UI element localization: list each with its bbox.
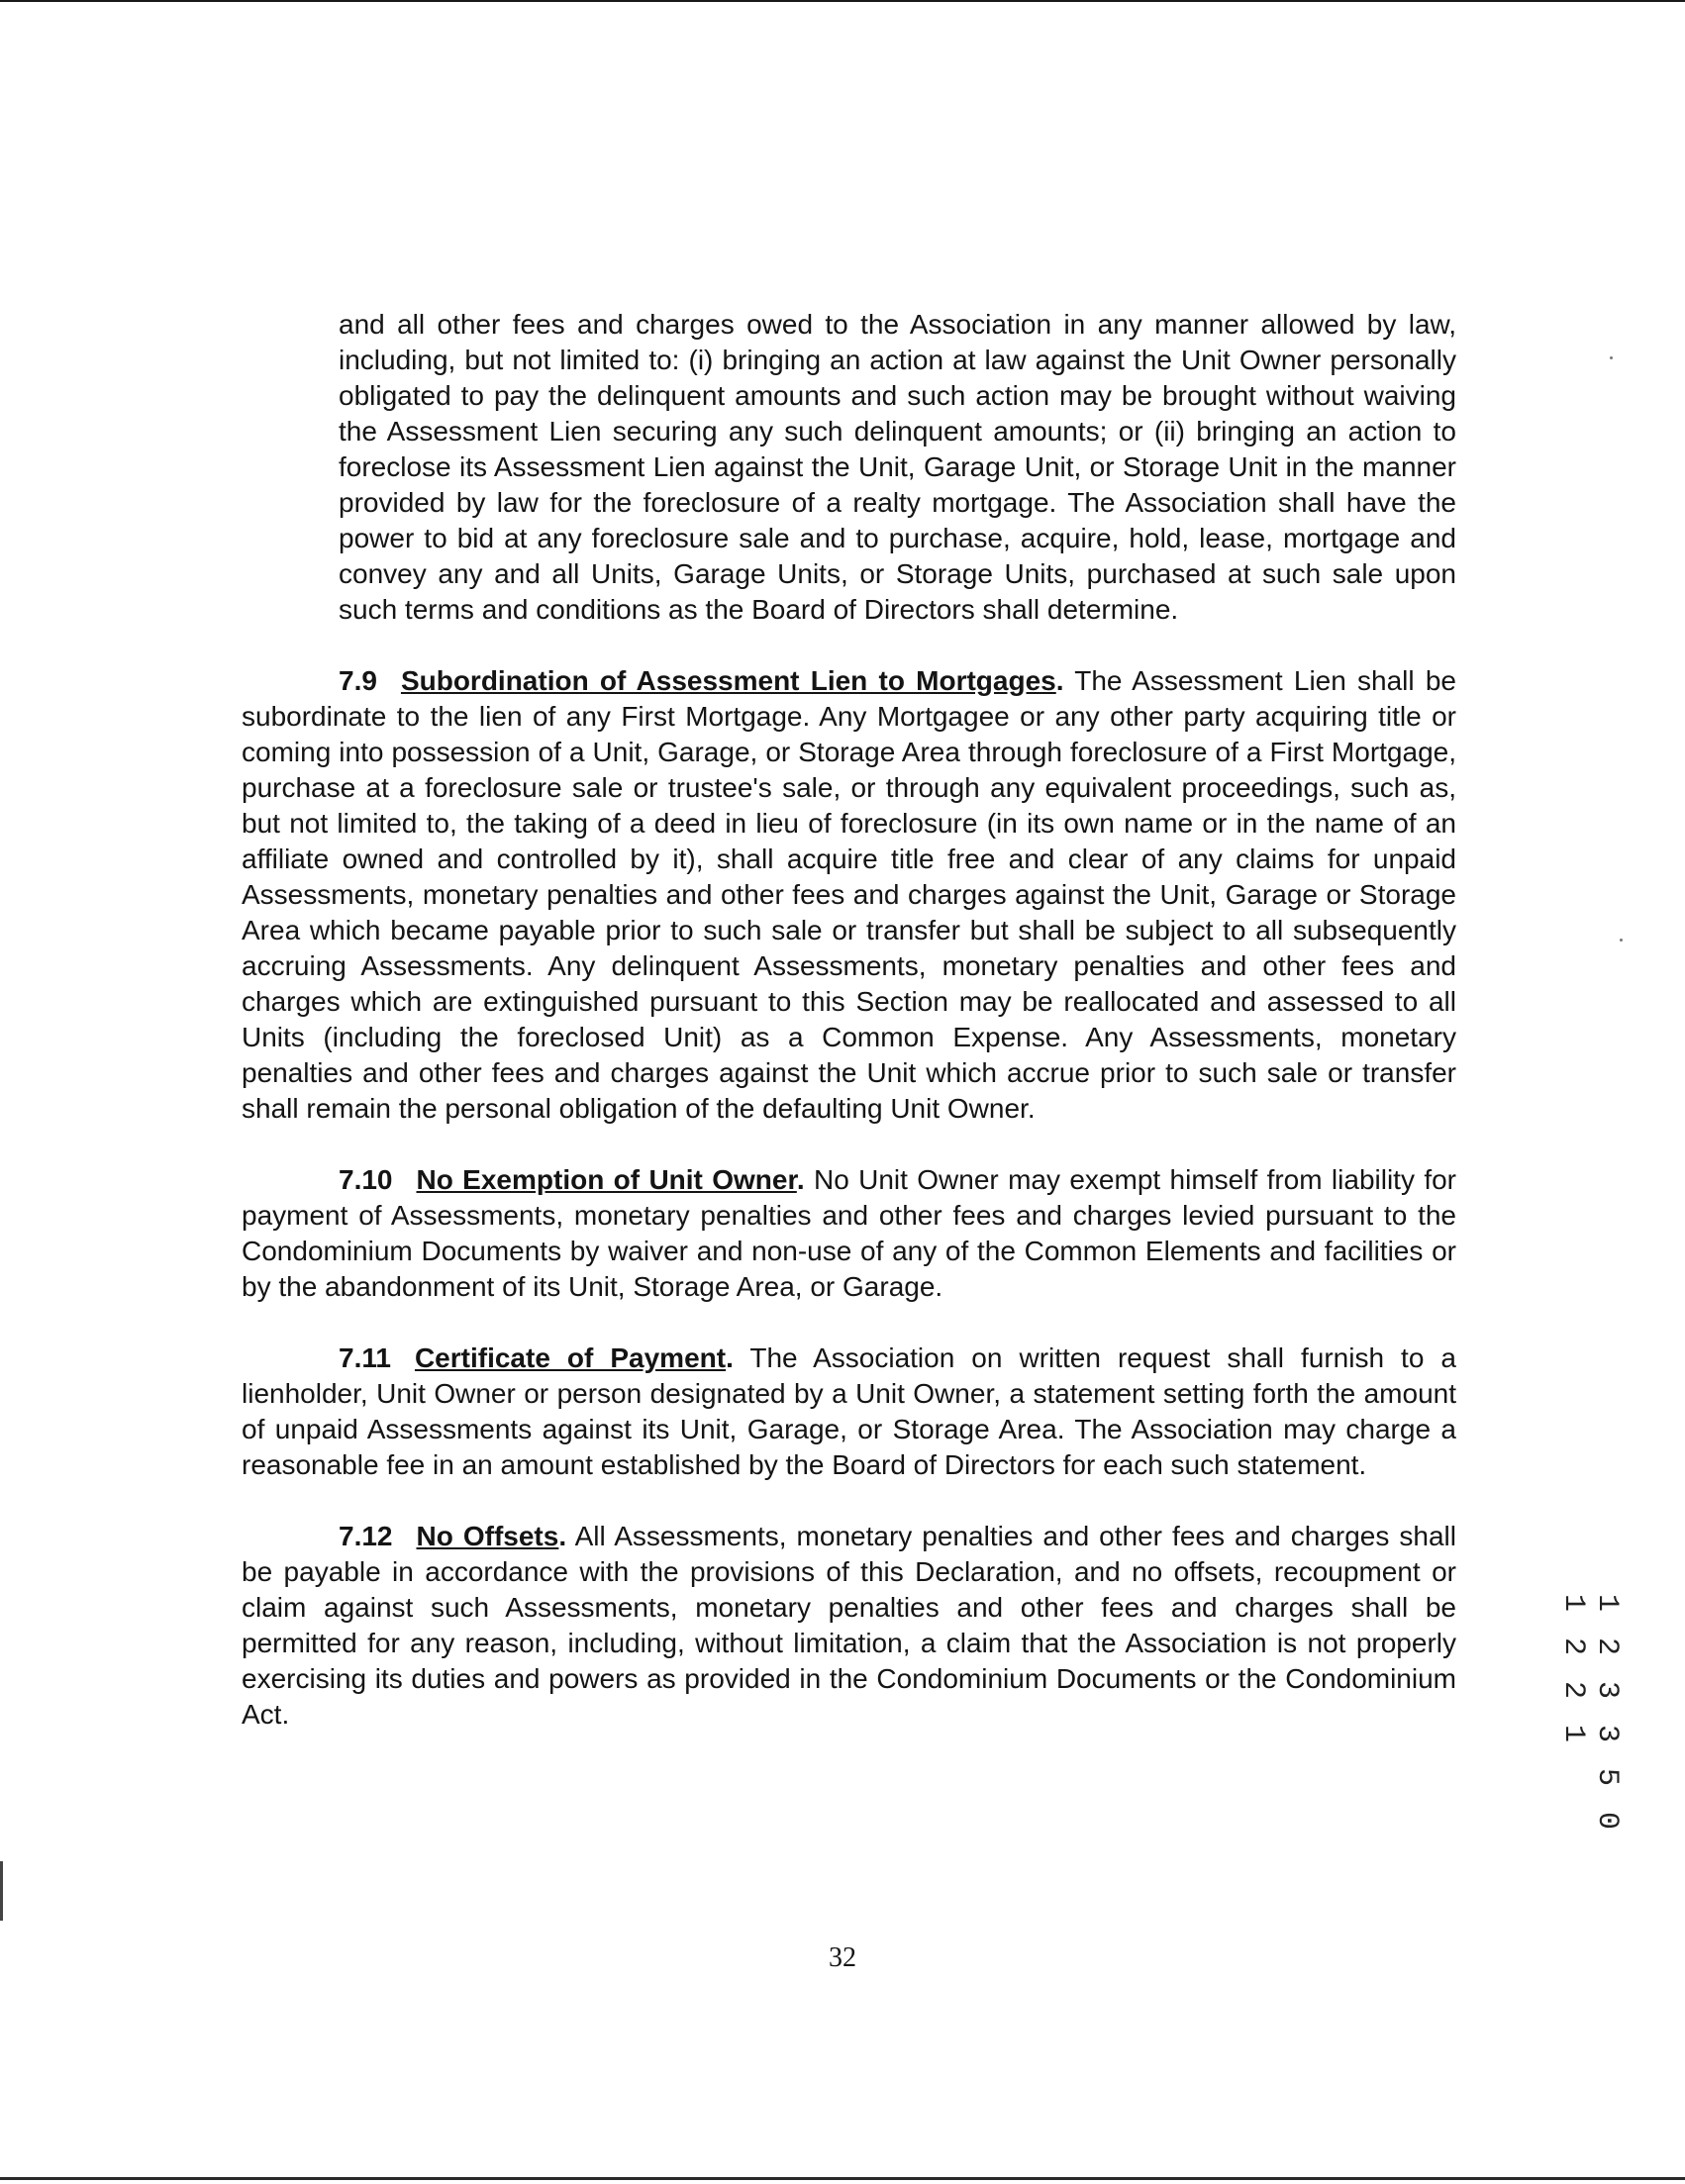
document-body xyxy=(242,307,1456,1768)
section-7-10: 7.10 No Exemption of Unit Owner. No Unit Owner may exempt himself from liability for payment of Assessments, monetary penalties and other fees and charges levied pursuant to the Condominium Documents by waiver and non-use of any of the Common Elements and facilities or by the abandonment of its Unit, Storage Area, or Garage. xyxy=(242,1164,1456,1302)
section-body: All Assessments, monetary penalties and other fees and charges shall be payable in accordance with the provisions of this Declaration, and no offsets, recoupment or claim against such Assessments, monetary penalties and other fees and charges shall be permitted for any reason, including, without limitation, a claim that the Association is not properly exercising its duties and powers as provided in the Condominium Documents or the Condominium Act. xyxy=(242,1521,1457,1730)
section-number: 7.11 xyxy=(339,1342,391,1373)
section-title: Subordination of Assessment Lien to Mortgages xyxy=(400,665,1056,696)
section-body: No Unit Owner may exempt himself from liability for payment of Assessments, monetary penalties and other fees and charges levied pursuant to the Condominium Documents by waiver and non-use of any of the Common Elements and facilities or by the abandonment of its Unit, Storage Area, or Garage. xyxy=(242,1164,1456,1302)
section-number: 7.10 xyxy=(339,1164,393,1195)
margin-speck xyxy=(1620,939,1623,942)
section-number: 7.9 xyxy=(339,665,377,696)
section-7-11: 7.11 Certificate of Payment. The Association on written request shall furnish to a lienholder, Unit Owner or person designated by a Unit Owner, a statement setting forth the amount of unpaid Assessments against its Unit, Garage, or Storage Area. The Association may charge a reasonable fee in an amount established by the Board of Directors for each such statement. xyxy=(242,1342,1456,1480)
section-7-12: 7.12 No Offsets. All Assessments, monetary penalties and other fees and charges shall be payable in accordance with the provisions of this Declaration, and no offsets, recoupment or claim against such Assessments, monetary penalties and other fees and charges shall be permitted for any reason, including, without limitation, a claim that the Association is not properly exercising its duties and powers as provided in the Condominium Documents or the Condominium Act. xyxy=(242,1521,1457,1730)
recording-stamp: 1 2 3 3 5 0 1 2 2 1 xyxy=(1556,1594,1624,1835)
section-title: No Exemption of Unit Owner xyxy=(416,1164,797,1195)
scan-edge-left xyxy=(0,1861,3,1921)
section-title: Certificate of Payment xyxy=(414,1342,727,1373)
margin-speck xyxy=(1610,356,1613,359)
section-body: The Assessment Lien shall be subordinate to the lien of any First Mortgage. Any Mortgagee or any other party acquiring title or coming into possession of a Unit, Garage, or Storage Area through foreclosure of a First Mortgage, purchase at a foreclosure sale or trustee's sale, or through any equivalent proceedings, such as, but not limited to, the taking of a deed in lieu of foreclosure (in its own name or in the name of an affiliate owned and controlled by it), shall acquire title free and clear of any claims for unpaid Assessments, monetary penalties and other fees and charges against the Unit, Garage or Storage Area which became payable prior to such sale or transfer but shall be subject to all subsequently accruing Assessments. Any delinquent Assessments, monetary penalties and other fees and charges which are extinguished pursuant to this Section may be reallocated and assessed to all Units (including the foreclosed Unit) as a Common Expense. Any Assessments, monetary penalties and other fees and charges against the Unit which accrue prior to such sale or transfer shall remain the personal obligation of the defaulting Unit Owner. xyxy=(242,665,1456,1124)
scan-edge-bottom xyxy=(0,2177,1685,2180)
section-7-9: 7.9 Subordination of Assessment Lien to Mortgages. The Assessment Lien shall be subordinate to the lien of any First Mortgage. Any Mortgagee or any other party acquiring title or coming into possession of a Unit, Garage, or Storage Area through foreclosure of a First Mortgage, purchase at a foreclosure sale or trustee's sale, or through any equivalent proceedings, such as, but not limited to, the taking of a deed in lieu of foreclosure (in its own name or in the name of an affiliate owned and controlled by it), shall acquire title free and clear of any claims for unpaid Assessments, monetary penalties and other fees and charges against the Unit, Garage or Storage Area which became payable prior to such sale or transfer but shall be subject to all subsequently accruing Assessments. Any delinquent Assessments, monetary penalties and other fees and charges which are extinguished pursuant to this Section may be reallocated and assessed to all Units (including the foreclosed Unit) as a Common Expense. Any Assessments, monetary penalties and other fees and charges against the Unit which accrue prior to such sale or transfer shall remain the personal obligation of the defaulting Unit Owner. xyxy=(242,665,1456,1124)
section-body: The Association on written request shall furnish to a lienholder, Unit Owner or person designated by a Unit Owner, a statement setting forth the amount of unpaid Assessments against its Unit, Garage, or Storage Area. The Association may charge a reasonable fee in an amount established by the Board of Directors for each such statement. xyxy=(242,1342,1456,1480)
section-title: No Offsets xyxy=(416,1521,559,1551)
scan-edge-top xyxy=(0,0,1685,2)
continuation-paragraph: and all other fees and charges owed to the Association in any manner allowed by law, including, but not limited to: (i) bringing an action at law against the Unit Owner personally obligated to pay the delinquent amounts and such action may be brought without waiving the Assessment Lien securing any such delinquent amounts; or (ii) bringing an action to foreclose its Assessment Lien against the Unit, Garage Unit, or Storage Unit in the manner provided by law for the foreclosure of a realty mortgage. The Association shall have the power to bid at any foreclosure sale and to purchase, acquire, hold, lease, mortgage and convey any and all Units, Garage Units, or Storage Units, purchased at such sale upon such terms and conditions as the Board of Directors shall determine. xyxy=(339,309,1456,625)
page-number: 32 xyxy=(829,1942,856,1973)
section-number: 7.12 xyxy=(339,1521,393,1551)
